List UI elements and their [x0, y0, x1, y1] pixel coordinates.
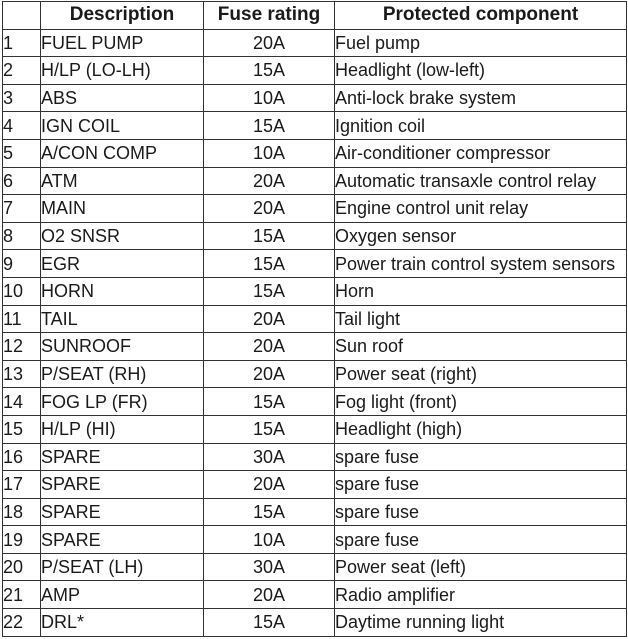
fuse-number-cell: 13	[3, 360, 41, 388]
fuse-number-cell: 8	[3, 222, 41, 250]
table-row	[3, 553, 627, 581]
table-row	[3, 139, 627, 167]
protected-component-cell: Air-conditioner compressor	[335, 139, 627, 167]
protected-component-cell: Fog light (front)	[335, 388, 627, 416]
fuse-description-cell: ABS	[41, 84, 204, 112]
protected-component-cell: Headlight (high)	[335, 415, 627, 443]
protected-component-cell: Horn	[335, 277, 627, 305]
protected-component-cell: Ignition coil	[335, 112, 627, 140]
fuse-number-cell: 5	[3, 139, 41, 167]
header-fuse-rating: Fuse rating	[204, 2, 335, 30]
fuse-number-cell: 15	[3, 415, 41, 443]
fuse-number-cell: 17	[3, 471, 41, 499]
fuse-number-cell: 12	[3, 333, 41, 361]
table-row	[3, 112, 627, 140]
fuse-rating-cell: 20A	[204, 333, 335, 361]
fuse-rating-cell: 15A	[204, 250, 335, 278]
protected-component-cell: Headlight (low-left)	[335, 57, 627, 85]
fuse-description-cell: MAIN	[41, 195, 204, 223]
fuse-description-cell: SPARE	[41, 498, 204, 526]
protected-component-cell: spare fuse	[335, 471, 627, 499]
fuse-description-cell: H/LP (LO-LH)	[41, 57, 204, 85]
protected-component-cell: Automatic transaxle control relay	[335, 167, 627, 195]
fuse-rating-cell: 15A	[204, 277, 335, 305]
fuse-number-cell: 11	[3, 305, 41, 333]
protected-component-cell: spare fuse	[335, 498, 627, 526]
fuse-rating-cell: 20A	[204, 581, 335, 609]
table-row	[3, 609, 627, 637]
table-row	[3, 388, 627, 416]
table-body	[3, 29, 627, 636]
fuse-number-cell: 7	[3, 195, 41, 223]
fuse-number-cell: 4	[3, 112, 41, 140]
fuse-number-cell: 19	[3, 526, 41, 554]
header-protected-component: Protected component	[335, 2, 627, 30]
fuse-rating-cell: 20A	[204, 305, 335, 333]
fuse-description-cell: A/CON COMP	[41, 139, 204, 167]
fuse-rating-cell: 15A	[204, 609, 335, 637]
fuse-description-cell: H/LP (HI)	[41, 415, 204, 443]
fuse-rating-cell: 20A	[204, 360, 335, 388]
protected-component-cell: Power seat (left)	[335, 553, 627, 581]
header-number	[3, 2, 41, 30]
protected-component-cell: Power seat (right)	[335, 360, 627, 388]
fuse-rating-cell: 10A	[204, 84, 335, 112]
protected-component-cell: Power train control system sensors	[335, 250, 627, 278]
table-row	[3, 305, 627, 333]
fuse-description-cell: O2 SNSR	[41, 222, 204, 250]
fuse-description-cell: SPARE	[41, 471, 204, 499]
fuse-number-cell: 1	[3, 29, 41, 57]
fuse-number-cell: 3	[3, 84, 41, 112]
fuse-number-cell: 2	[3, 57, 41, 85]
fuse-description-cell: FOG LP (FR)	[41, 388, 204, 416]
table-header-row	[3, 2, 627, 30]
protected-component-cell: Radio amplifier	[335, 581, 627, 609]
fuse-description-cell: DRL*	[41, 609, 204, 637]
fuse-description-cell: TAIL	[41, 305, 204, 333]
fuse-table	[2, 1, 627, 637]
fuse-rating-cell: 30A	[204, 443, 335, 471]
fuse-description-cell: SPARE	[41, 526, 204, 554]
fuse-rating-cell: 20A	[204, 29, 335, 57]
fuse-rating-cell: 20A	[204, 195, 335, 223]
table-row	[3, 277, 627, 305]
fuse-rating-cell: 15A	[204, 498, 335, 526]
fuse-description-cell: EGR	[41, 250, 204, 278]
table-row	[3, 195, 627, 223]
table-row	[3, 222, 627, 250]
fuse-description-cell: ATM	[41, 167, 204, 195]
fuse-number-cell: 22	[3, 609, 41, 637]
fuse-rating-cell: 10A	[204, 526, 335, 554]
table-row	[3, 471, 627, 499]
protected-component-cell: Tail light	[335, 305, 627, 333]
table-row	[3, 443, 627, 471]
fuse-rating-cell: 15A	[204, 415, 335, 443]
protected-component-cell: Anti-lock brake system	[335, 84, 627, 112]
table-row	[3, 360, 627, 388]
fuse-number-cell: 9	[3, 250, 41, 278]
table-row	[3, 581, 627, 609]
fuse-description-cell: SPARE	[41, 443, 204, 471]
fuse-description-cell: FUEL PUMP	[41, 29, 204, 57]
fuse-description-cell: P/SEAT (LH)	[41, 553, 204, 581]
table-row	[3, 250, 627, 278]
protected-component-cell: Daytime running light	[335, 609, 627, 637]
fuse-rating-cell: 15A	[204, 388, 335, 416]
table-row	[3, 415, 627, 443]
protected-component-cell: Fuel pump	[335, 29, 627, 57]
fuse-number-cell: 16	[3, 443, 41, 471]
fuse-number-cell: 21	[3, 581, 41, 609]
protected-component-cell: spare fuse	[335, 443, 627, 471]
table-row	[3, 498, 627, 526]
table-row	[3, 167, 627, 195]
table-row	[3, 333, 627, 361]
fuse-description-cell: SUNROOF	[41, 333, 204, 361]
table-row	[3, 84, 627, 112]
fuse-number-cell: 14	[3, 388, 41, 416]
table-row	[3, 526, 627, 554]
fuse-number-cell: 18	[3, 498, 41, 526]
fuse-number-cell: 20	[3, 553, 41, 581]
protected-component-cell: spare fuse	[335, 526, 627, 554]
fuse-description-cell: AMP	[41, 581, 204, 609]
fuse-description-cell: HORN	[41, 277, 204, 305]
header-description: Description	[41, 2, 204, 30]
fuse-rating-cell: 30A	[204, 553, 335, 581]
table-row	[3, 57, 627, 85]
fuse-rating-cell: 10A	[204, 139, 335, 167]
table-row	[3, 29, 627, 57]
fuse-number-cell: 6	[3, 167, 41, 195]
protected-component-cell: Oxygen sensor	[335, 222, 627, 250]
fuse-number-cell: 10	[3, 277, 41, 305]
protected-component-cell: Engine control unit relay	[335, 195, 627, 223]
fuse-rating-cell: 20A	[204, 167, 335, 195]
fuse-rating-cell: 20A	[204, 471, 335, 499]
fuse-rating-cell: 15A	[204, 222, 335, 250]
fuse-rating-cell: 15A	[204, 57, 335, 85]
fuse-description-cell: IGN COIL	[41, 112, 204, 140]
fuse-description-cell: P/SEAT (RH)	[41, 360, 204, 388]
fuse-rating-cell: 15A	[204, 112, 335, 140]
protected-component-cell: Sun roof	[335, 333, 627, 361]
